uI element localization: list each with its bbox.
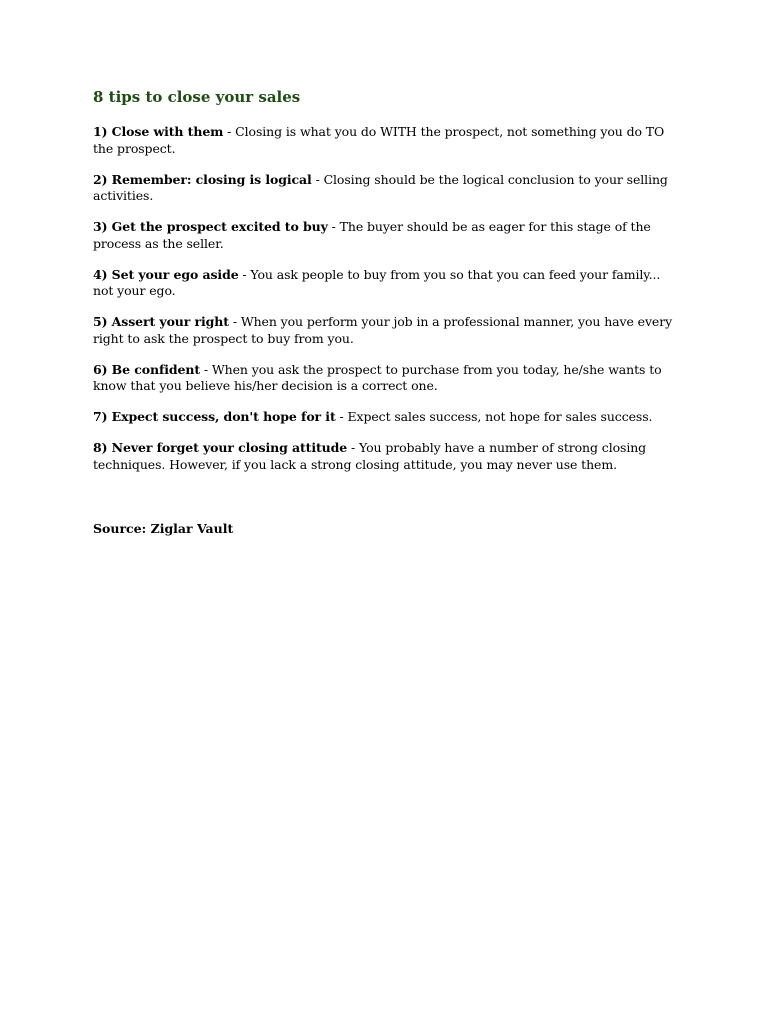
tip-heading: 4) Set your ego aside: [93, 266, 239, 282]
source-credit: Source: Ziglar Vault: [93, 521, 234, 536]
tip-heading: 7) Expect success, don't hope for it: [93, 409, 336, 424]
tip-item: [93, 267, 678, 300]
tip-heading: 5) Assert your right: [93, 314, 229, 329]
tip-heading: 1) Close with them: [93, 124, 224, 139]
tip-item: [93, 362, 678, 395]
tip-text: - Closing is what you do WITH the prospect, not something you do TO the prospect.: [93, 124, 665, 156]
tip-heading: 8) Never forget your closing attitude: [93, 440, 348, 455]
tip-item: [93, 440, 678, 473]
document-body: [93, 87, 678, 488]
tip-item: [93, 314, 678, 347]
page-title: 8 tips to close your sales: [93, 88, 301, 106]
tip-text: - When you ask the prospect to purchase from you today, he/she wants to know that you believe his/her decision is a correct one.: [93, 361, 662, 393]
tip-text: - You probably have a number of strong closing techniques. However, if you lack a strong closing attitude, you may never use them.: [93, 440, 647, 472]
tip-item: [93, 219, 678, 252]
tips-list: [93, 124, 678, 473]
tip-heading: 2) Remember: closing is logical: [93, 171, 312, 187]
tip-item: [93, 124, 678, 157]
tip-text: - You ask people to buy from you so that you can feed your family... not your ego.: [93, 266, 661, 298]
tip-item: [93, 172, 678, 205]
tip-text: - When you perform your job in a professional manner, you have every right to ask the prospect to buy from you.: [93, 314, 673, 346]
tip-item: [93, 409, 678, 426]
tip-text: - Closing should be the logical conclusion to your selling activities.: [93, 171, 668, 203]
tip-heading: 6) Be confident: [93, 361, 201, 377]
tip-text: - The buyer should be as eager for this stage of the process as the seller.: [93, 219, 651, 251]
tip-text: - Expect sales success, not hope for sales success.: [335, 409, 653, 424]
tip-heading: 3) Get the prospect excited to buy: [93, 219, 328, 234]
